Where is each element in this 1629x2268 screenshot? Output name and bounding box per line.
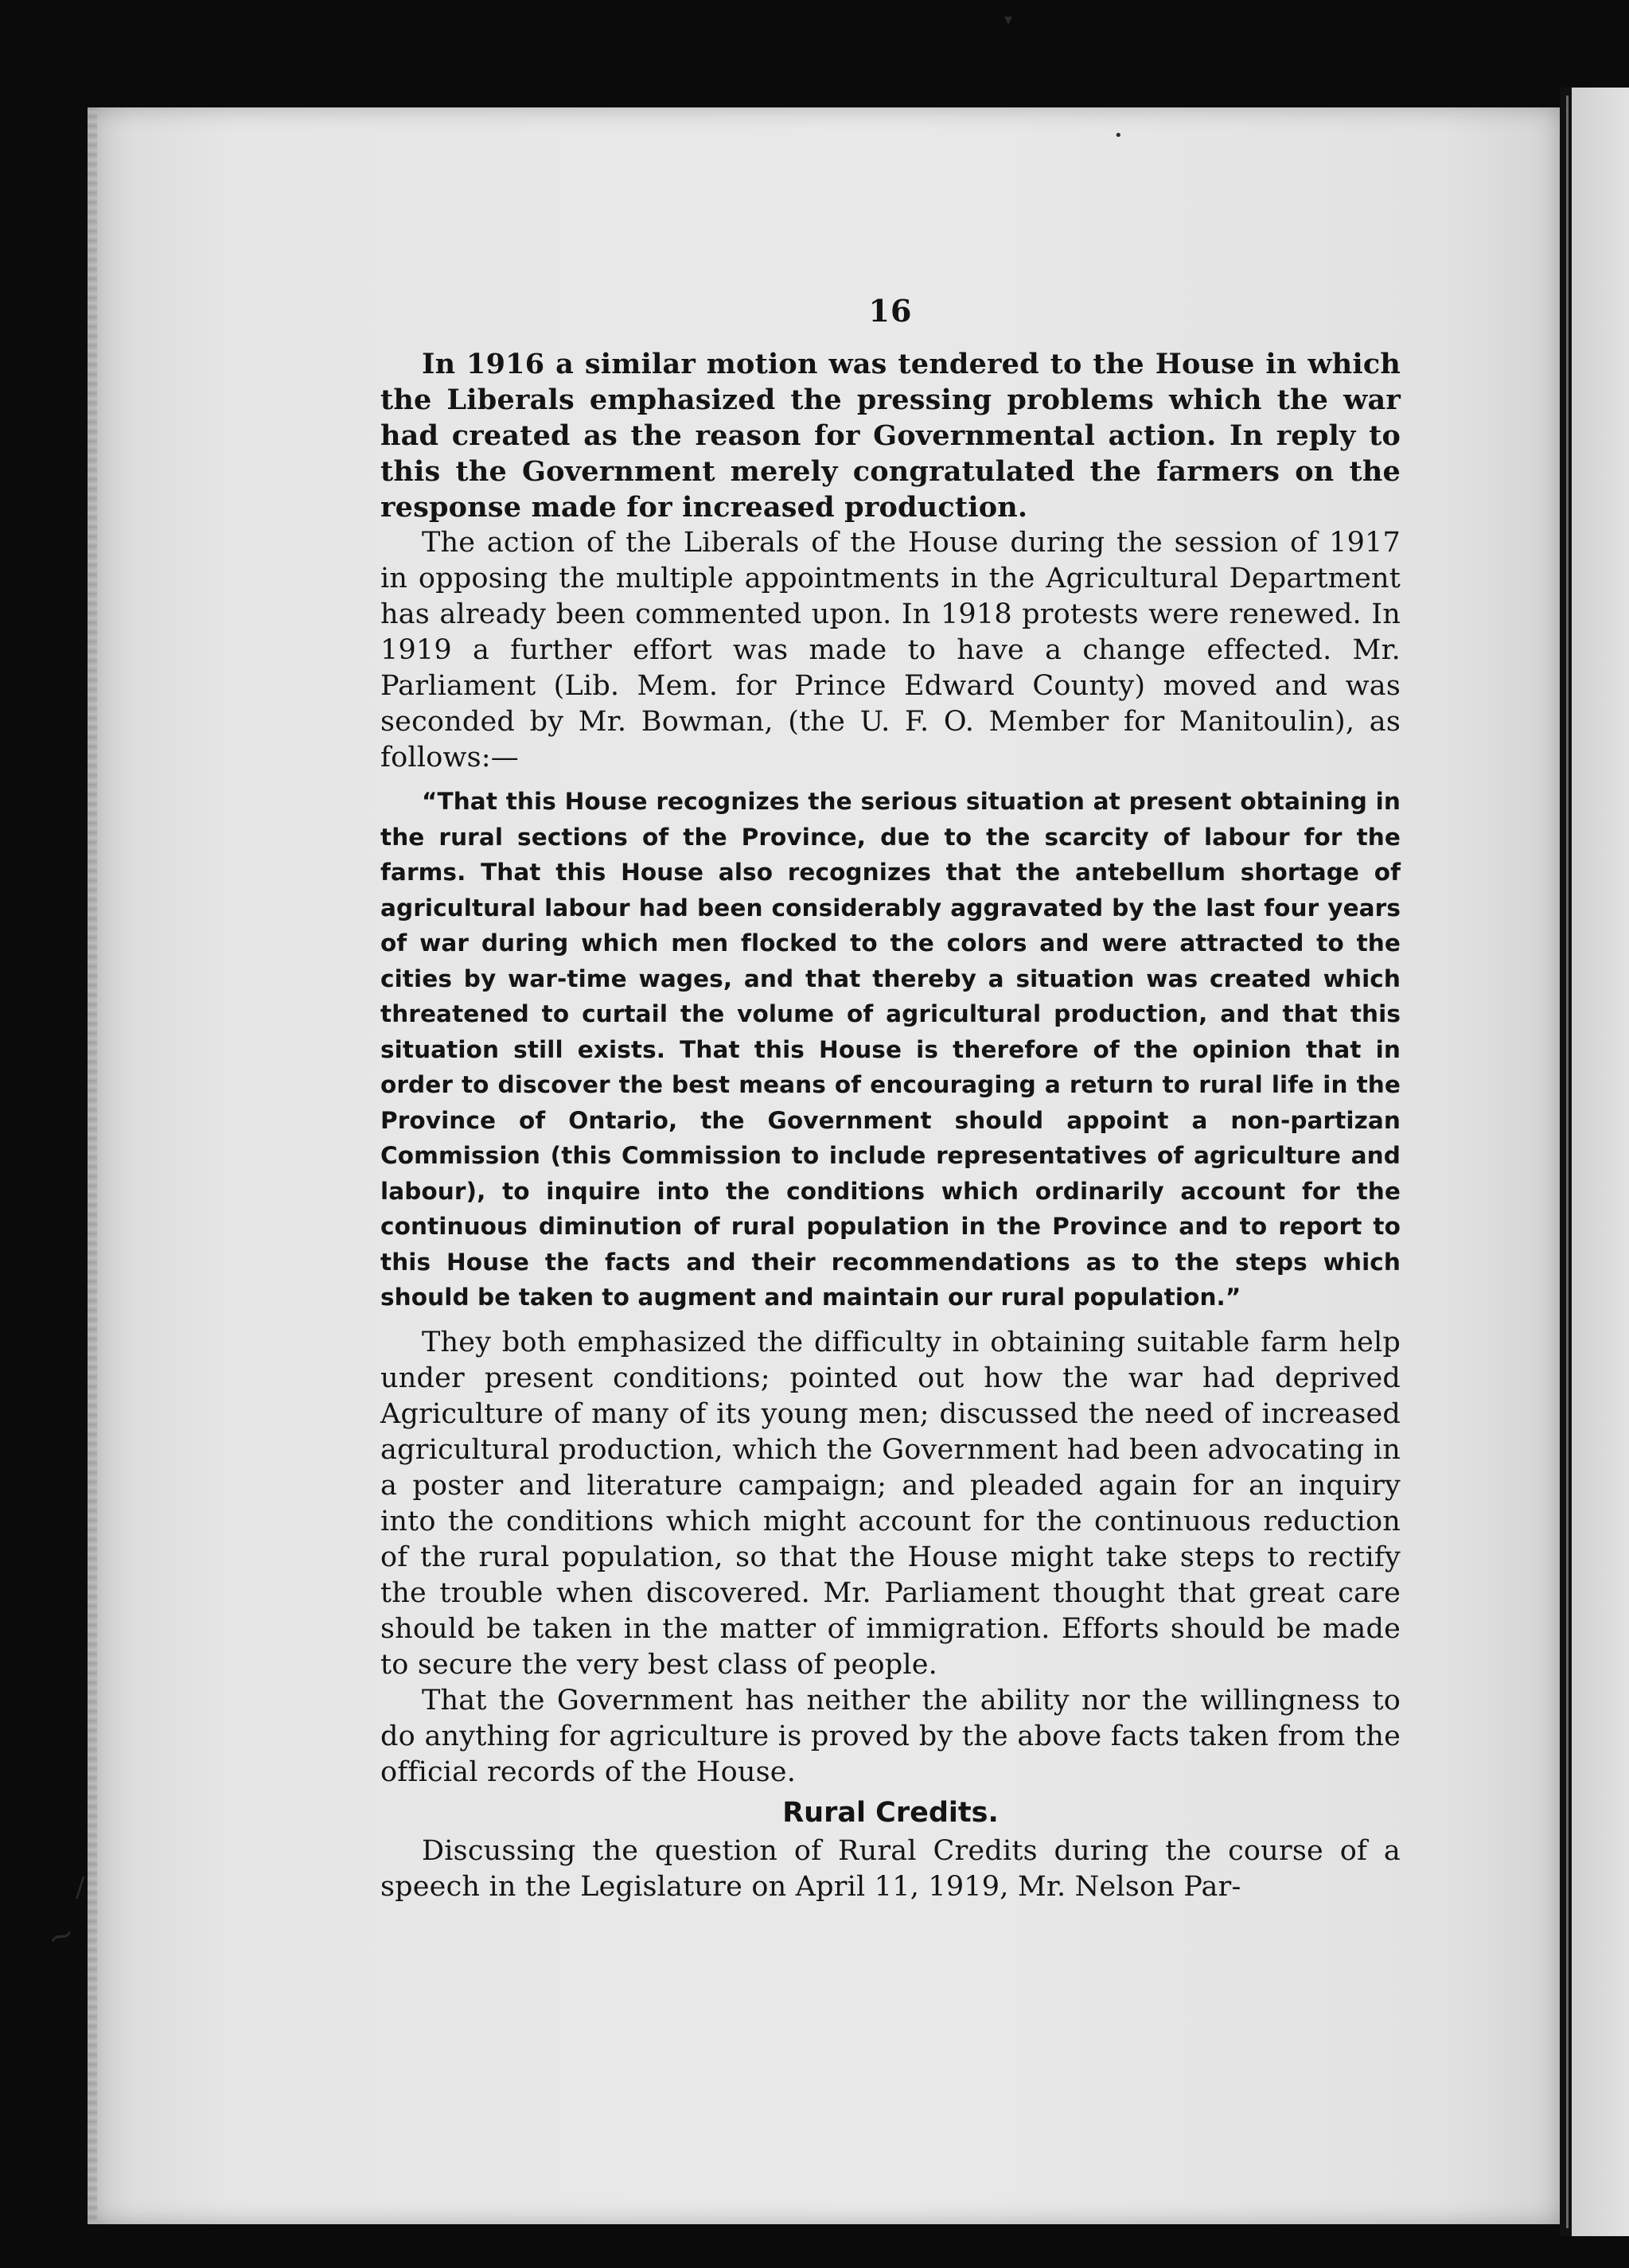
body-paragraph: In 1916 a similar motion was tendered to the House in which the Liberals emphasized the pressing problems which the war had created as the reason for Governmental action. In reply to this the Government merely congratulated the farmers on the response made for increased production.: [380, 348, 1401, 524]
section-heading: Rural Credits.: [782, 1796, 999, 1829]
scan-speck-mark: /: [76, 1872, 85, 1904]
scan-speck-mark: ~: [42, 1914, 80, 1958]
right-page-edge-line: [1566, 95, 1569, 2228]
page-binding-edge: [88, 107, 97, 2224]
quoted-motion: “That this House recognizes the serious situation at present obtaining in the rural sections of the Province, due to the scarcity of labour for the farms. That this House also recognizes that the antebellum shortage of agricultural labour had been considerably aggravated by the last four years of war during which men flocked to the colors and were attracted to the cities by war-time wages, and that thereby a situation was created which threatened to curtail the volume of agricultural production, and that this situation still exists. That this House is therefore of the opinion that in order to discover the best means of encouraging a return to rural life in the Province of Ontario, the Government should appoint a non-partizan Commission (this Commission to include representatives of agriculture and labour), to inquire into the conditions which ordinarily account for the continuous diminution of rural population in the Province and to report to this House the facts and their recommendations as to the steps which should be taken to augment and maintain our rural population.”: [380, 788, 1401, 1311]
adjacent-page-edge: [1572, 88, 1629, 2236]
scan-speck-mark: •: [1114, 127, 1123, 144]
body-paragraph: That the Government has neither the ability nor the willingness to do anything for agriculture is proved by the above facts taken from the official records of the House.: [380, 1684, 1401, 1788]
page-number: 16: [868, 293, 913, 329]
scan-speck-mark: ▾: [1004, 10, 1013, 29]
body-paragraph: They both emphasized the difficulty in obtaining suitable farm help under present conditions; pointed out how the war had deprived Agriculture of many of its young men; discussed the need of increased agricultural production, which the Government had been advocating in a poster and literature campaign; and pleaded again for an inquiry into the conditions which might account for the continuous reduction of the rural population, so that the House might take steps to rectify the trouble when discovered. Mr. Parliament thought that great care should be taken in the matter of immigration. Efforts should be made to secure the very best class of people.: [380, 1326, 1401, 1681]
page-text-column: [380, 293, 1401, 1905]
body-paragraph: The action of the Liberals of the House during the session of 1917 in opposing the multiple appointments in the Agricultural Department has already been commented upon. In 1918 protests were renewed. In 1919 a further effort was made to have a change effected. Mr. Parliament (Lib. Mem. for Prince Edward County) moved and was seconded by Mr. Bowman, (the U. F. O. Member for Manitoulin), as follows:—: [380, 527, 1401, 774]
body-paragraph: Discussing the question of Rural Credits during the course of a speech in the Legislature on April 11, 1919, Mr. Nelson Par-: [380, 1834, 1401, 1903]
